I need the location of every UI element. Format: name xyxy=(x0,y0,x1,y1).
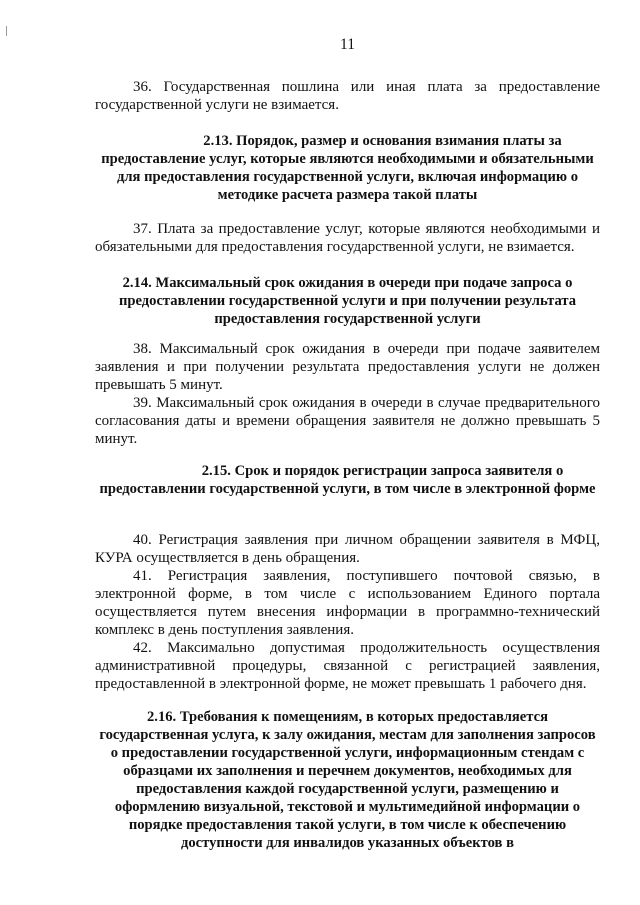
page-number: 11 xyxy=(340,36,355,53)
paragraph-42: 42. Максимально допустимая продолжительность осуществления административной процедуры, связанной с регистрацией заявления, предоставленной в электронной форме, не может превышать 1 рабочего дня. xyxy=(95,640,600,692)
section-heading-2-14: 2.14. Максимальный срок ожидания в очереди при подаче запроса о предоставлении государственной услуги и при получении результата предоставления государственной услуги xyxy=(118,275,577,327)
paragraph-41: 41. Регистрация заявления, поступившего почтовой связью, в электронной форме, в том числе с использованием Единого портала осуществляется путем внесения информации в программно-технический комплекс в день поступления заявления. xyxy=(95,568,600,638)
paragraph-36: 36. Государственная пошлина или иная плата за предоставление государственной услуги не взимается. xyxy=(95,79,600,113)
paragraph-39: 39. Максимальный срок ожидания в очереди в случае предварительного согласования даты и времени обращения заявителя не должно превышать 5 минут. xyxy=(95,395,600,447)
section-heading-2-16: 2.16. Требования к помещениям, в которых предоставляется государственная услуга, к залу ожидания, местам для заполнения запросов о предоставлении государственной услуги, информационным стендам с образцами их заполнения и перечнем документов, необходимых для предоставления каждой государственной услуги, размещению и оформлению визуальной, текстовой и мультимедийной информации о порядке предоставления такой услуги, в том числе к обеспечению доступности для инвалидов указанных объектов в xyxy=(99,709,596,851)
paragraph-37: 37. Плата за предоставление услуг, которые являются необходимыми и обязательными для предоставления государственной услуги, не взимается. xyxy=(95,221,600,255)
scan-edge-mark xyxy=(6,26,7,36)
section-heading-2-13: 2.13. Порядок, размер и основания взимания платы за предоставление услуг, которые являются необходимыми и обязательными для предоставления государственной услуги, включая информацию о методике расчета размера такой платы xyxy=(101,133,594,203)
paragraph-40: 40. Регистрация заявления при личном обращении заявителя в МФЦ, КУРА осуществляется в день обращения. xyxy=(95,532,600,566)
paragraph-38: 38. Максимальный срок ожидания в очереди при подаче заявителем заявления и при получении результата предоставления услуги не должен превышать 5 минут. xyxy=(95,341,600,393)
section-heading-2-15: 2.15. Срок и порядок регистрации запроса заявителя о предоставлении государственной услуги, в том числе в электронной форме xyxy=(99,463,596,497)
